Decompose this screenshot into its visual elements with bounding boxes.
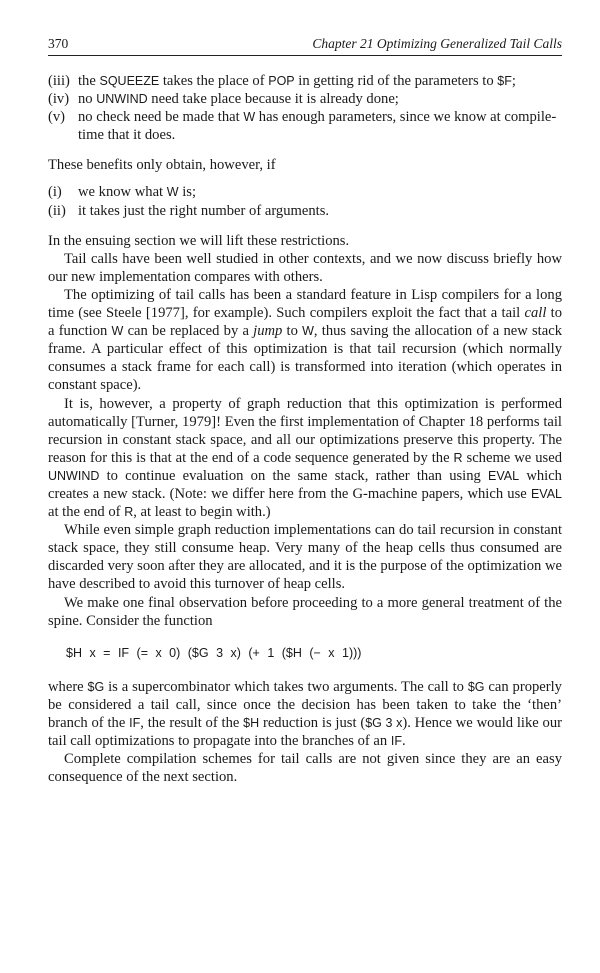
paragraph: While even simple graph reduction implementations can do tail recursion in constant stack space, they still consume heap. Very many of the heap cells thus consumed are discarded very soon after they are allocated, and it is the purpose of the optimization we have described to avoid this turnover of heap cells. [48,522,562,593]
paragraph: Complete compilation schemes for tail calls are not given since they are an easy consequence of the next section. [48,751,562,786]
paragraph: The optimizing of tail calls has been a standard feature in Lisp compilers for a long time (see Steele [1977], for example). Such compilers exploit the fact that a tail call to a function W can be replaced by a jump to W, thus saving the allocation of a new stack frame. A particular effect of this optimization is that tail recursion (which normally consumes a stack frame for each call) is transformed into iteration (which operates in constant space). [48,286,563,394]
book-page [48,36,562,786]
list-item-number: (v) [48,109,66,126]
code-example: $H x = IF (= x 0) ($G 3 x) (+ 1 ($H (− x 1))) [66,645,362,660]
running-title: Chapter 21 Optimizing Generalized Tail Calls [312,36,562,51]
list-item-text: we know what W is; [78,184,197,201]
paragraph: In the ensuing section we will lift these restrictions. [48,232,350,249]
paragraph: We make one final observation before proceeding to a more general treatment of the spine. Consider the function [48,594,562,629]
list-item [48,108,562,144]
list-item [48,72,562,90]
paragraph: It is, however, a property of graph reduction that this optimization is performed automatically [Turner, 1979]! Even the first implementation of Chapter 18 performs tail recursion in constant stack space, and all our optimizations preserve this property. The reason for this is that at the end of a code sequence generated by the R scheme we used UNWIND to continue evaluation on the same stack, rather than using EVAL which creates a new stack. (Note: we differ here from the G-machine papers, which use EVAL at the end of R, at least to begin with.) [48,395,562,521]
paragraph: Tail calls have been well studied in other contexts, and we now discuss briefly how our new implementation compares with others. [48,250,562,285]
list-item [48,90,562,108]
list-item-text: it takes just the right number of arguments. [78,202,330,219]
list-item [48,183,562,201]
list-item-text: no check need be made that W has enough parameters, since we know at compile-time that it does. [78,109,557,144]
list-item-number: (i) [48,184,62,201]
list-item-text: no UNWIND need take place because it is already done; [78,91,399,108]
list-item-number: (iv) [48,91,70,108]
paragraph: These benefits only obtain, however, if [48,157,276,174]
running-header [48,36,562,56]
list-item-number: (iii) [48,73,70,89]
list-item-text: the SQUEEZE takes the place of POP in getting rid of the parameters to $F; [78,73,516,89]
page-number: 370 [48,36,69,51]
list-item-number: (ii) [48,202,66,219]
list-item [48,202,562,220]
conditions-list [48,183,562,219]
benefits-list [48,72,562,144]
paragraph: where $G is a supercombinator which takes two arguments. The call to $G can properly be considered a tail call, since once the decision has been taken to take the ‘then’ branch of the IF, the result of the $H reduction is just ($G 3 x). Hence we would like our tail call optimizations to propagate into the branches of an IF. [48,678,563,750]
page-body [48,56,562,786]
